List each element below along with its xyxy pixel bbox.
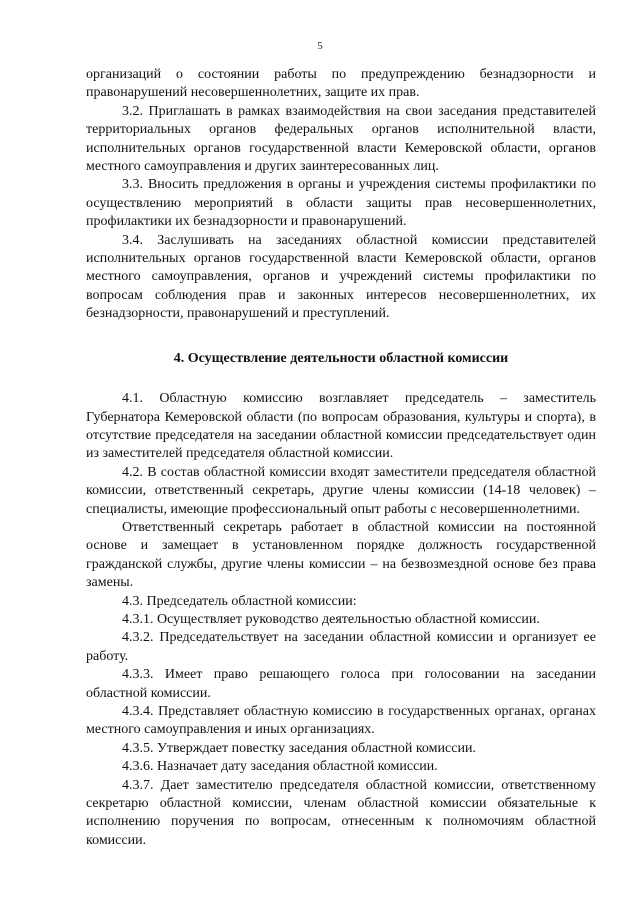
document-body bbox=[86, 66, 596, 850]
paragraph-4-2: 4.2. В состав областной комиссии входят заместители председателя областной комиссии, ответственный секретарь, другие члены комиссии (14-18 человек) – специалисты, имеющие профессиональный опыт работы с несовершеннолетними. bbox=[86, 464, 596, 517]
paragraph-3-4: 3.4. Заслушивать на заседаниях областной комиссии представителей исполнительных органов государственной власти Кемеровской области, органов местного самоуправления, органов и учреждений системы профилактики по вопросам соблюдения прав и законных интересов несовершеннолетних, их безнадзорности, правонарушений и преступлений. bbox=[86, 232, 596, 322]
paragraph-3-3: 3.3. Вносить предложения в органы и учреждения системы профилактики по осуществлению мероприятий в области защиты прав несовершеннолетних, профилактики их безнадзорности и правонарушений. bbox=[86, 177, 596, 230]
paragraph-4-3-5: 4.3.5. Утверждает повестку заседания областной комиссии. bbox=[122, 740, 476, 756]
paragraph-4-3: 4.3. Председатель областной комиссии: bbox=[122, 593, 357, 609]
paragraph-continuation: организаций о состоянии работы по предупреждению безнадзорности и правонарушений несовершеннолетних, защите их прав. bbox=[86, 67, 596, 101]
paragraph-4-3-6: 4.3.6. Назначает дату заседания областной комиссии. bbox=[122, 759, 438, 775]
paragraph-3-2: 3.2. Приглашать в рамках взаимодействия на свои заседания представителей территориальных органов федеральных органов исполнительной власти, исполнительных органов государственной власти Кемеровской области, органов местного самоуправления и других заинтересованных лиц. bbox=[86, 103, 596, 175]
page-number: 5 bbox=[317, 40, 323, 52]
paragraph-4-3-4: 4.3.4. Представляет областную комиссию в государственных органах, органах местного самоуправления и иных организациях. bbox=[86, 704, 596, 738]
paragraph-4-3-3: 4.3.3. Имеет право решающего голоса при голосовании на заседании областной комиссии. bbox=[86, 667, 596, 701]
paragraph-4-3-2: 4.3.2. Председательствует на заседании областной комиссии и организует ее работу. bbox=[86, 630, 596, 664]
paragraph-4-1: 4.1. Областную комиссию возглавляет председатель – заместитель Губернатора Кемеровской области (по вопросам образования, культуры и спорта), в отсутствие председателя на заседании областной комиссии председательствует один из заместителей председателя областной комиссии. bbox=[86, 391, 596, 462]
section-heading: 4. Осуществление деятельности областной комиссии bbox=[173, 350, 509, 366]
paragraph-4-3-1: 4.3.1. Осуществляет руководство деятельностью областной комиссии. bbox=[122, 611, 540, 627]
paragraph-4-3-7: 4.3.7. Дает заместителю председателя областной комиссии, ответственному секретарю областной комиссии, членам областной комиссии обязательные к исполнению поручения по вопросам, отнесенным к полномочиям областной комиссии. bbox=[86, 777, 596, 848]
paragraph-secretary: Ответственный секретарь работает в областной комиссии на постоянной основе и замещает в установленном порядке должность государственной гражданской службы, другие члены комиссии – на безвозмездной основе без права замены. bbox=[86, 519, 596, 591]
